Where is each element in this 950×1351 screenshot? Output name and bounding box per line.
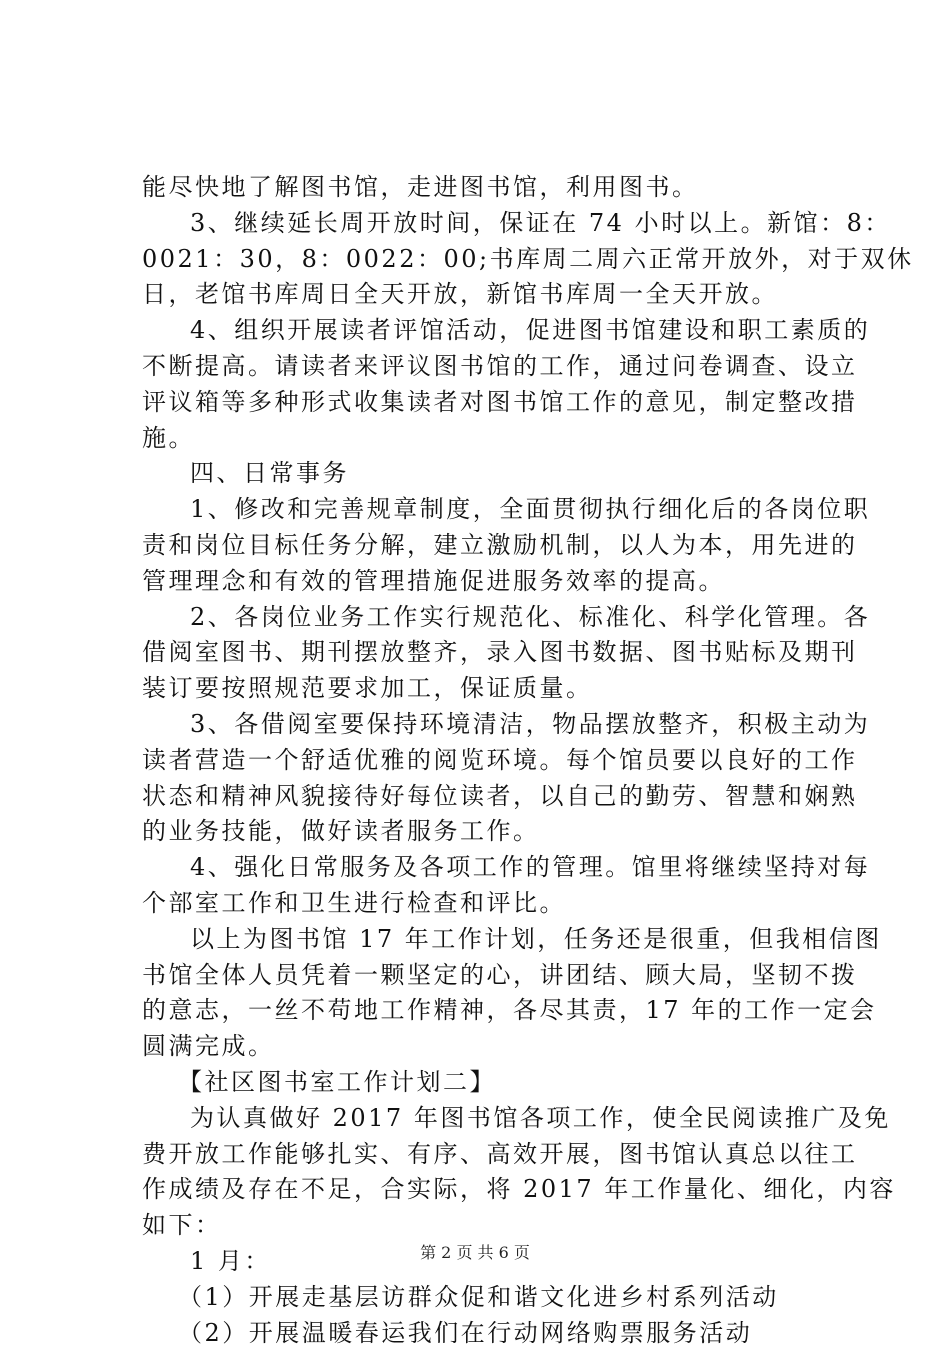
text-line: 2、各岗位业务工作实行规范化、标准化、科学化管理。各 bbox=[142, 600, 828, 636]
list-item: （2）开展温暖春运我们在行动网络购票服务活动 bbox=[142, 1316, 828, 1351]
text-line: 日，老馆书库周日全天开放，新馆书库周一全天开放。 bbox=[142, 277, 828, 313]
text-line: 如下： bbox=[142, 1208, 828, 1244]
text-line: 4、强化日常服务及各项工作的管理。馆里将继续坚持对每 bbox=[142, 850, 828, 886]
text-line: 1 月： bbox=[142, 1244, 828, 1280]
text-line: 不断提高。请读者来评议图书馆的工作，通过问卷调查、设立 bbox=[142, 349, 828, 385]
text-line: 的意志，一丝不苟地工作精神，各尽其责，17 年的工作一定会 bbox=[142, 993, 828, 1029]
page-number: 第 2 页 共 6 页 bbox=[0, 1243, 950, 1263]
text-line: 3、各借阅室要保持环境清洁，物品摆放整齐，积极主动为 bbox=[142, 707, 828, 743]
text-line: 借阅室图书、期刊摆放整齐，录入图书数据、图书贴标及期刊 bbox=[142, 635, 828, 671]
text-line: 0021：30，8：0022：00;书库周二周六正常开放外，对于双休 bbox=[142, 242, 828, 278]
text-line: 书馆全体人员凭着一颗坚定的心，讲团结、顾大局，坚韧不拨 bbox=[142, 958, 828, 994]
text-line: 个部室工作和卫生进行检查和评比。 bbox=[142, 886, 828, 922]
text-line: 读者营造一个舒适优雅的阅览环境。每个馆员要以良好的工作 bbox=[142, 743, 828, 779]
text-line: 状态和精神风貌接待好每位读者，以自己的勤劳、智慧和娴熟 bbox=[142, 779, 828, 815]
text-line: 责和岗位目标任务分解，建立激励机制，以人为本，用先进的 bbox=[142, 528, 828, 564]
text-line: 为认真做好 2017 年图书馆各项工作，使全民阅读推广及免 bbox=[142, 1101, 828, 1137]
section-heading: 【社区图书室工作计划二】 bbox=[142, 1065, 828, 1101]
text-line: 能尽快地了解图书馆，走进图书馆，利用图书。 bbox=[142, 170, 828, 206]
text-line: 评议箱等多种形式收集读者对图书馆工作的意见，制定整改措 bbox=[142, 385, 828, 421]
text-line: 装订要按照规范要求加工，保证质量。 bbox=[142, 671, 828, 707]
text-line: 4、组织开展读者评馆活动，促进图书馆建设和职工素质的 bbox=[142, 313, 828, 349]
text-line: 施。 bbox=[142, 421, 828, 457]
text-line: 1、修改和完善规章制度，全面贯彻执行细化后的各岗位职 bbox=[142, 492, 828, 528]
list-item: （1）开展走基层访群众促和谐文化进乡村系列活动 bbox=[142, 1280, 828, 1316]
text-line: 3、继续延长周开放时间，保证在 74 小时以上。新馆：8： bbox=[142, 206, 828, 242]
section-heading: 四、日常事务 bbox=[142, 456, 828, 492]
text-line: 的业务技能，做好读者服务工作。 bbox=[142, 814, 828, 850]
text-line: 圆满完成。 bbox=[142, 1029, 828, 1065]
text-line: 作成绩及存在不足，合实际，将 2017 年工作量化、细化，内容 bbox=[142, 1172, 828, 1208]
text-line: 费开放工作能够扎实、有序、高效开展，图书馆认真总以往工 bbox=[142, 1137, 828, 1173]
text-line: 以上为图书馆 17 年工作计划，任务还是很重，但我相信图 bbox=[142, 922, 828, 958]
text-line: 管理理念和有效的管理措施促进服务效率的提高。 bbox=[142, 564, 828, 600]
document-body bbox=[142, 170, 828, 1351]
